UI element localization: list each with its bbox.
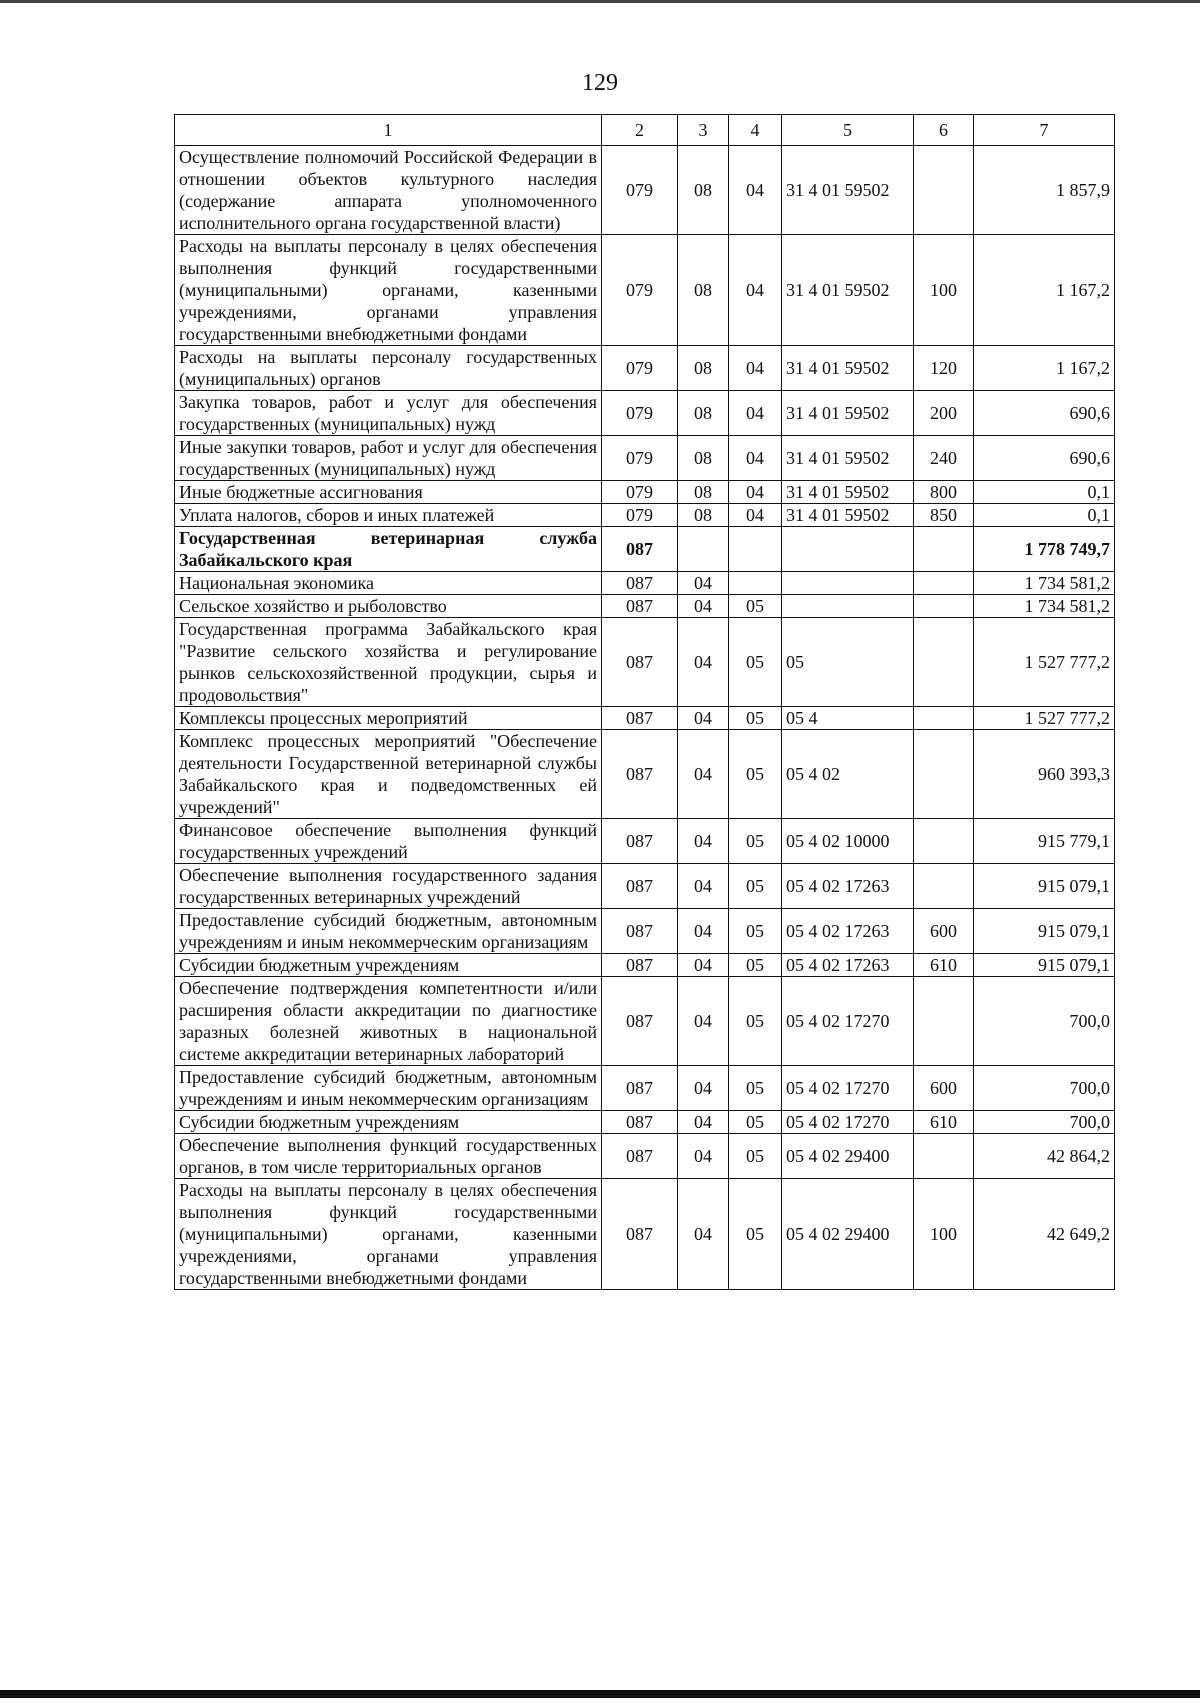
row-expense-type: 600: [914, 1066, 974, 1111]
row-name: Расходы на выплаты персоналу в целях обеспечения выполнения функций государственными (муниципальными) органами, казенными учреждениями, органами управления государственными внебюджетными фондами: [175, 235, 602, 346]
row-section: 04: [678, 618, 729, 707]
row-expense-type: 120: [914, 346, 974, 391]
row-expense-type: [914, 572, 974, 595]
row-name: Субсидии бюджетным учреждениям: [175, 1111, 602, 1134]
table-row: [175, 595, 1115, 618]
row-amount: 915 079,1: [974, 954, 1115, 977]
row-amount: 42 649,2: [974, 1179, 1115, 1290]
row-admin-code: 079: [602, 436, 678, 481]
header-col-1: 1: [175, 115, 602, 146]
row-name: Государственная ветеринарная служба Забайкальского края: [175, 527, 602, 572]
row-admin-code: 079: [602, 146, 678, 235]
row-subsection: 05: [729, 954, 782, 977]
row-name: Сельское хозяйство и рыболовство: [175, 595, 602, 618]
scan-top-edge: [0, 0, 1200, 3]
row-admin-code: 087: [602, 527, 678, 572]
row-target-article: 05 4 02 17270: [782, 1066, 914, 1111]
table-row: [175, 527, 1115, 572]
row-target-article: 31 4 01 59502: [782, 481, 914, 504]
row-section: 04: [678, 730, 729, 819]
row-admin-code: 087: [602, 977, 678, 1066]
table-row: [175, 504, 1115, 527]
row-subsection: 05: [729, 618, 782, 707]
row-target-article: 05 4: [782, 707, 914, 730]
row-amount: 915 779,1: [974, 819, 1115, 864]
row-expense-type: 600: [914, 909, 974, 954]
row-name: Иные бюджетные ассигнования: [175, 481, 602, 504]
row-subsection: 04: [729, 346, 782, 391]
row-name: Обеспечение подтверждения компетентности и/или расширения области аккредитации по диагностике заразных болезней животных в национальной системе аккредитации ветеринарных лабораторий: [175, 977, 602, 1066]
row-amount: 915 079,1: [974, 864, 1115, 909]
row-name: Предоставление субсидий бюджетным, автономным учреждениям и иным некоммерческим организациям: [175, 1066, 602, 1111]
row-target-article: 31 4 01 59502: [782, 436, 914, 481]
table-row: [175, 1179, 1115, 1290]
table-row: [175, 1066, 1115, 1111]
header-col-6: 6: [914, 115, 974, 146]
row-amount: 915 079,1: [974, 909, 1115, 954]
row-admin-code: 087: [602, 954, 678, 977]
row-name: Расходы на выплаты персоналу государственных (муниципальных) органов: [175, 346, 602, 391]
table-row: [175, 977, 1115, 1066]
row-section: [678, 527, 729, 572]
row-target-article: 31 4 01 59502: [782, 391, 914, 436]
row-admin-code: 079: [602, 504, 678, 527]
row-amount: 0,1: [974, 481, 1115, 504]
row-admin-code: 079: [602, 346, 678, 391]
scan-bottom-edge: [0, 1690, 1200, 1698]
row-section: 04: [678, 1111, 729, 1134]
row-amount: 1 527 777,2: [974, 618, 1115, 707]
table-row: [175, 436, 1115, 481]
row-section: 04: [678, 954, 729, 977]
row-target-article: [782, 527, 914, 572]
row-expense-type: 610: [914, 1111, 974, 1134]
row-name: Осуществление полномочий Российской Федерации в отношении объектов культурного наследия (содержание аппарата уполномоченного исполнительного органа государственной власти): [175, 146, 602, 235]
row-admin-code: 087: [602, 595, 678, 618]
table-row: [175, 1134, 1115, 1179]
row-subsection: 05: [729, 1134, 782, 1179]
row-amount: 0,1: [974, 504, 1115, 527]
row-amount: 1 167,2: [974, 235, 1115, 346]
row-section: 08: [678, 346, 729, 391]
row-expense-type: 610: [914, 954, 974, 977]
header-col-3: 3: [678, 115, 729, 146]
table-row: [175, 864, 1115, 909]
row-section: 04: [678, 1134, 729, 1179]
row-name: Закупка товаров, работ и услуг для обеспечения государственных (муниципальных) нужд: [175, 391, 602, 436]
row-expense-type: [914, 1134, 974, 1179]
table-row: [175, 235, 1115, 346]
row-target-article: 05 4 02 29400: [782, 1134, 914, 1179]
row-subsection: 04: [729, 391, 782, 436]
row-target-article: 05 4 02 17263: [782, 909, 914, 954]
row-subsection: 05: [729, 1179, 782, 1290]
row-name: Обеспечение выполнения государственного задания государственных ветеринарных учреждений: [175, 864, 602, 909]
row-section: 08: [678, 146, 729, 235]
row-name: Финансовое обеспечение выполнения функций государственных учреждений: [175, 819, 602, 864]
table-row: [175, 346, 1115, 391]
row-name: Субсидии бюджетным учреждениям: [175, 954, 602, 977]
row-expense-type: [914, 819, 974, 864]
header-col-2: 2: [602, 115, 678, 146]
row-section: 04: [678, 572, 729, 595]
table-row: [175, 707, 1115, 730]
row-subsection: 04: [729, 436, 782, 481]
row-target-article: 05 4 02 17263: [782, 864, 914, 909]
header-col-4: 4: [729, 115, 782, 146]
row-expense-type: 240: [914, 436, 974, 481]
row-admin-code: 079: [602, 235, 678, 346]
row-section: 04: [678, 1066, 729, 1111]
table-row: [175, 572, 1115, 595]
row-amount: 690,6: [974, 391, 1115, 436]
row-amount: 1 734 581,2: [974, 595, 1115, 618]
row-admin-code: 087: [602, 864, 678, 909]
row-section: 04: [678, 977, 729, 1066]
table-row: [175, 391, 1115, 436]
row-subsection: 04: [729, 504, 782, 527]
table-row: [175, 146, 1115, 235]
row-amount: 1 857,9: [974, 146, 1115, 235]
row-expense-type: 800: [914, 481, 974, 504]
row-section: 08: [678, 481, 729, 504]
row-subsection: [729, 527, 782, 572]
row-amount: 1 734 581,2: [974, 572, 1115, 595]
table-row: [175, 819, 1115, 864]
row-expense-type: 850: [914, 504, 974, 527]
row-name: Предоставление субсидий бюджетным, автономным учреждениям и иным некоммерческим организациям: [175, 909, 602, 954]
row-subsection: 05: [729, 730, 782, 819]
row-expense-type: [914, 864, 974, 909]
row-amount: 1 527 777,2: [974, 707, 1115, 730]
header-col-5: 5: [782, 115, 914, 146]
row-target-article: 05 4 02: [782, 730, 914, 819]
row-admin-code: 079: [602, 391, 678, 436]
row-name: Иные закупки товаров, работ и услуг для обеспечения государственных (муниципальных) нужд: [175, 436, 602, 481]
header-col-7: 7: [974, 115, 1115, 146]
row-expense-type: [914, 618, 974, 707]
table-row: [175, 954, 1115, 977]
row-subsection: 05: [729, 707, 782, 730]
row-name: Комплекс процессных мероприятий "Обеспечение деятельности Государственной ветеринарной службы Забайкальского края и подведомственных ей учреждений": [175, 730, 602, 819]
budget-table: [174, 114, 1115, 1290]
row-subsection: 05: [729, 595, 782, 618]
row-amount: 1 778 749,7: [974, 527, 1115, 572]
row-expense-type: [914, 730, 974, 819]
row-amount: 700,0: [974, 1111, 1115, 1134]
row-expense-type: 100: [914, 1179, 974, 1290]
row-name: Национальная экономика: [175, 572, 602, 595]
page-number: 129: [582, 70, 618, 96]
row-target-article: [782, 595, 914, 618]
table-row: [175, 618, 1115, 707]
row-admin-code: 087: [602, 1134, 678, 1179]
row-subsection: [729, 572, 782, 595]
row-name: Обеспечение выполнения функций государственных органов, в том числе территориальных органов: [175, 1134, 602, 1179]
row-section: 08: [678, 235, 729, 346]
row-name: Расходы на выплаты персоналу в целях обеспечения выполнения функций государственными (муниципальными) органами, казенными учреждениями, органами управления государственными внебюджетными фондами: [175, 1179, 602, 1290]
row-section: 04: [678, 909, 729, 954]
row-target-article: 05: [782, 618, 914, 707]
row-admin-code: 087: [602, 730, 678, 819]
row-expense-type: [914, 527, 974, 572]
row-section: 08: [678, 436, 729, 481]
row-expense-type: 100: [914, 235, 974, 346]
row-admin-code: 087: [602, 819, 678, 864]
row-name: Государственная программа Забайкальского края "Развитие сельского хозяйства и регулирование рынков сельскохозяйственной продукции, сырья и продовольствия": [175, 618, 602, 707]
row-amount: 1 167,2: [974, 346, 1115, 391]
row-admin-code: 087: [602, 707, 678, 730]
row-subsection: 04: [729, 235, 782, 346]
row-section: 08: [678, 504, 729, 527]
header-row: [175, 115, 1115, 146]
row-admin-code: 079: [602, 481, 678, 504]
table-body: [175, 146, 1115, 1290]
row-name: Уплата налогов, сборов и иных платежей: [175, 504, 602, 527]
row-name: Комплексы процессных мероприятий: [175, 707, 602, 730]
row-subsection: 05: [729, 864, 782, 909]
row-target-article: 31 4 01 59502: [782, 504, 914, 527]
row-expense-type: [914, 595, 974, 618]
row-target-article: 31 4 01 59502: [782, 146, 914, 235]
row-target-article: 05 4 02 17270: [782, 1111, 914, 1134]
row-amount: 42 864,2: [974, 1134, 1115, 1179]
row-subsection: 05: [729, 819, 782, 864]
row-amount: 700,0: [974, 1066, 1115, 1111]
row-section: 04: [678, 864, 729, 909]
row-section: 04: [678, 595, 729, 618]
row-amount: 690,6: [974, 436, 1115, 481]
row-expense-type: [914, 707, 974, 730]
row-subsection: 05: [729, 1066, 782, 1111]
row-target-article: 31 4 01 59502: [782, 346, 914, 391]
row-section: 04: [678, 819, 729, 864]
row-subsection: 05: [729, 1111, 782, 1134]
row-amount: 960 393,3: [974, 730, 1115, 819]
row-admin-code: 087: [602, 618, 678, 707]
table-row: [175, 1111, 1115, 1134]
row-section: 04: [678, 1179, 729, 1290]
row-admin-code: 087: [602, 909, 678, 954]
row-admin-code: 087: [602, 1066, 678, 1111]
row-admin-code: 087: [602, 572, 678, 595]
row-target-article: 05 4 02 17270: [782, 977, 914, 1066]
row-subsection: 05: [729, 909, 782, 954]
table-row: [175, 730, 1115, 819]
table-row: [175, 481, 1115, 504]
row-target-article: 05 4 02 10000: [782, 819, 914, 864]
row-subsection: 04: [729, 481, 782, 504]
row-target-article: [782, 572, 914, 595]
row-section: 04: [678, 707, 729, 730]
row-amount: 700,0: [974, 977, 1115, 1066]
row-expense-type: [914, 977, 974, 1066]
row-target-article: 05 4 02 29400: [782, 1179, 914, 1290]
row-subsection: 05: [729, 977, 782, 1066]
row-expense-type: 200: [914, 391, 974, 436]
row-section: 08: [678, 391, 729, 436]
row-admin-code: 087: [602, 1179, 678, 1290]
row-subsection: 04: [729, 146, 782, 235]
table-row: [175, 909, 1115, 954]
row-target-article: 31 4 01 59502: [782, 235, 914, 346]
row-target-article: 05 4 02 17263: [782, 954, 914, 977]
row-admin-code: 087: [602, 1111, 678, 1134]
row-expense-type: [914, 146, 974, 235]
